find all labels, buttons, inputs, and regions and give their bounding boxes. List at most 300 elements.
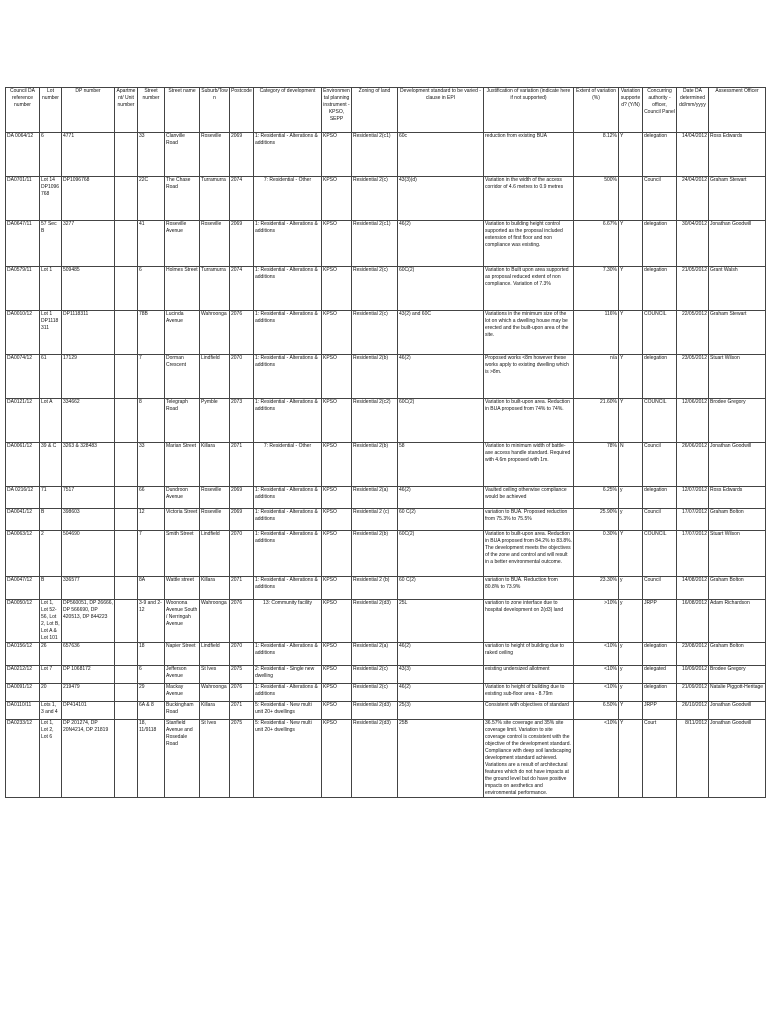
lot-number-cell: 20: [40, 684, 62, 702]
table-row: [6, 643, 766, 666]
unit-number-cell: [115, 311, 138, 355]
column-header: Zoning of land: [352, 88, 398, 133]
officer-cell: Brodee Gregory: [709, 399, 766, 443]
da-reference-cell: DA0061/12: [6, 443, 40, 487]
postcode-cell: 2071: [230, 702, 254, 720]
unit-number-cell: [115, 487, 138, 509]
dp-number-cell: 509485: [62, 267, 115, 311]
date-cell: 30/04/2012: [677, 221, 709, 267]
justification-cell: Variation to building height control supported as the proposal included extension of first floor and non compliance was existing.: [484, 221, 574, 267]
standard-cell: 60C(2): [398, 399, 484, 443]
justification-cell: Variation to built-upon area. Reduction in BUA proposed from 84.2% to 83.8%. The development meets the objectives of the zone and control and will result in a better environmental outcome.: [484, 531, 574, 577]
da-reference-cell: DA0212/12: [6, 666, 40, 684]
da-reference-cell: DA0233/12: [6, 720, 40, 798]
lot-number-cell: 2: [40, 531, 62, 577]
extent-cell: 6.67%: [574, 221, 619, 267]
table-row: [6, 399, 766, 443]
variation-register-sheet: [5, 87, 765, 798]
epi-cell: KPSO: [322, 600, 352, 643]
unit-number-cell: [115, 684, 138, 702]
authority-cell: JRPP: [643, 600, 677, 643]
category-cell: 1: Residential - Alterations & additions: [254, 399, 322, 443]
column-header: DP number: [62, 88, 115, 133]
officer-cell: Graham Bolton: [709, 643, 766, 666]
lot-number-cell: 71: [40, 487, 62, 509]
table-row: [6, 177, 766, 221]
supported-cell: Y: [619, 311, 643, 355]
street-number-cell: 6: [138, 666, 165, 684]
da-reference-cell: DA0063/12: [6, 531, 40, 577]
epi-cell: KPSO: [322, 531, 352, 577]
category-cell: 1: Residential - Alterations & additions: [254, 487, 322, 509]
unit-number-cell: [115, 720, 138, 798]
category-cell: 1: Residential - Alterations & additions: [254, 577, 322, 600]
officer-cell: Jonathan Goodwill: [709, 221, 766, 267]
date-cell: 17/07/2012: [677, 531, 709, 577]
da-reference-cell: DA0647/11: [6, 221, 40, 267]
extent-cell: 116%: [574, 311, 619, 355]
lot-number-cell: B: [40, 509, 62, 531]
zoning-cell: Residential 2(b): [352, 531, 398, 577]
standard-cell: 46(2): [398, 221, 484, 267]
unit-number-cell: [115, 221, 138, 267]
standard-cell: 25L: [398, 600, 484, 643]
extent-cell: 8.12%: [574, 133, 619, 177]
street-name-cell: Dundroon Avenue: [165, 487, 200, 509]
zoning-cell: Residential 2(c2): [352, 399, 398, 443]
suburb-cell: St Ives: [200, 720, 230, 798]
supported-cell: N: [619, 443, 643, 487]
postcode-cell: 2073: [230, 399, 254, 443]
table-row: [6, 577, 766, 600]
authority-cell: JRPP: [643, 702, 677, 720]
suburb-cell: Wahroonga: [200, 600, 230, 643]
standard-cell: 43(3)(d): [398, 177, 484, 221]
epi-cell: KPSO: [322, 221, 352, 267]
justification-cell: existing undersized allotment: [484, 666, 574, 684]
da-reference-cell: DA0047/12: [6, 577, 40, 600]
supported-cell: y: [619, 509, 643, 531]
street-number-cell: 12: [138, 509, 165, 531]
officer-cell: Graham Bolton: [709, 577, 766, 600]
street-name-cell: Stanfield Avenue and Rosedale Road: [165, 720, 200, 798]
lot-number-cell: 57 Sec B: [40, 221, 62, 267]
epi-cell: KPSO: [322, 666, 352, 684]
standard-cell: 25B: [398, 720, 484, 798]
date-cell: 26/06/2012: [677, 443, 709, 487]
officer-cell: Graham Stewart: [709, 311, 766, 355]
standard-cell: 46(2): [398, 487, 484, 509]
category-cell: 5: Residential - New multi unit 20+ dwellings: [254, 720, 322, 798]
da-reference-cell: DA0579/11: [6, 267, 40, 311]
authority-cell: delegation: [643, 684, 677, 702]
street-name-cell: Jefferson Avenue: [165, 666, 200, 684]
justification-cell: variation to height of building due to raked ceiling: [484, 643, 574, 666]
street-name-cell: Napier Street: [165, 643, 200, 666]
suburb-cell: Lindfield: [200, 643, 230, 666]
street-name-cell: Wattle street: [165, 577, 200, 600]
category-cell: 1: Residential - Alterations & additions: [254, 531, 322, 577]
column-header: Apartment/ Unit number: [115, 88, 138, 133]
unit-number-cell: [115, 443, 138, 487]
street-number-cell: 18, 11/9118: [138, 720, 165, 798]
justification-cell: variation to BUA. Reduction from 80.8% to 73.9%: [484, 577, 574, 600]
category-cell: 1: Residential - Alterations & additions: [254, 509, 322, 531]
category-cell: 1: Residential - Alterations & additions: [254, 133, 322, 177]
officer-cell: Grant Walsh: [709, 267, 766, 311]
dp-number-cell: 3263 & 328483: [62, 443, 115, 487]
da-reference-cell: DA0121/12: [6, 399, 40, 443]
table-row: [6, 666, 766, 684]
category-cell: 13: Community facility: [254, 600, 322, 643]
table-row: [6, 487, 766, 509]
postcode-cell: 2070: [230, 643, 254, 666]
postcode-cell: 2074: [230, 177, 254, 221]
dp-number-cell: 657636: [62, 643, 115, 666]
street-number-cell: 8A: [138, 577, 165, 600]
date-cell: 23/05/2012: [677, 355, 709, 399]
justification-cell: variation to BUA. Proposed reduction from 75.3% to 75.5%: [484, 509, 574, 531]
date-cell: 17/07/2012: [677, 509, 709, 531]
zoning-cell: Residential 2(a): [352, 487, 398, 509]
authority-cell: delegation: [643, 267, 677, 311]
date-cell: 21/05/2012: [677, 267, 709, 311]
suburb-cell: Wahroonga: [200, 684, 230, 702]
justification-cell: Variation to built-upon area. Reduction in BUA proposed from 74% to 74%.: [484, 399, 574, 443]
unit-number-cell: [115, 177, 138, 221]
dp-number-cell: DP1118311: [62, 311, 115, 355]
authority-cell: delegated: [643, 666, 677, 684]
extent-cell: 500%: [574, 177, 619, 221]
da-reference-cell: DA0050/12: [6, 600, 40, 643]
street-number-cell: 22C: [138, 177, 165, 221]
supported-cell: Y: [619, 133, 643, 177]
epi-cell: KPSO: [322, 643, 352, 666]
postcode-cell: 2074: [230, 267, 254, 311]
category-cell: 1: Residential - Alterations & additions: [254, 221, 322, 267]
street-name-cell: Lucinda Avenue: [165, 311, 200, 355]
standard-cell: 43(2) and 60C: [398, 311, 484, 355]
extent-cell: 23.30%: [574, 577, 619, 600]
date-cell: 26/10/2012: [677, 702, 709, 720]
epi-cell: KPSO: [322, 399, 352, 443]
dp-number-cell: DP 1068172: [62, 666, 115, 684]
da-reference-cell: DA0010/12: [6, 311, 40, 355]
standard-cell: 60 C(2): [398, 577, 484, 600]
street-name-cell: Roseville Avenue: [165, 221, 200, 267]
epi-cell: KPSO: [322, 177, 352, 221]
authority-cell: delegation: [643, 487, 677, 509]
epi-cell: KPSO: [322, 355, 352, 399]
standard-cell: 60C(2): [398, 267, 484, 311]
supported-cell: Y: [619, 720, 643, 798]
dp-number-cell: 219479: [62, 684, 115, 702]
epi-cell: KPSO: [322, 577, 352, 600]
table-row: [6, 684, 766, 702]
table-row: [6, 720, 766, 798]
date-cell: 14/04/2012: [677, 133, 709, 177]
postcode-cell: 2071: [230, 577, 254, 600]
extent-cell: 25.90%: [574, 509, 619, 531]
table-row: [6, 355, 766, 399]
zoning-cell: Residential 2(b): [352, 443, 398, 487]
authority-cell: Council: [643, 177, 677, 221]
extent-cell: 0.30%: [574, 531, 619, 577]
epi-cell: KPSO: [322, 267, 352, 311]
suburb-cell: Roseville: [200, 133, 230, 177]
extent-cell: 6.50%: [574, 702, 619, 720]
date-cell: 8/11/2012: [677, 720, 709, 798]
column-header: Date DA determined dd/mm/yyyy: [677, 88, 709, 133]
zoning-cell: Residential 2(c): [352, 177, 398, 221]
unit-number-cell: [115, 531, 138, 577]
table-row: [6, 133, 766, 177]
suburb-cell: Roseville: [200, 221, 230, 267]
street-number-cell: 6: [138, 267, 165, 311]
supported-cell: Y: [619, 531, 643, 577]
suburb-cell: Killara: [200, 443, 230, 487]
street-name-cell: The Chase Road: [165, 177, 200, 221]
zoning-cell: Residential 2 (b): [352, 577, 398, 600]
dp-number-cell: DP 201274, DP 20N4214, DP 21819: [62, 720, 115, 798]
street-name-cell: Buckingham Road: [165, 702, 200, 720]
authority-cell: COUNCIL: [643, 531, 677, 577]
column-header: Council DA reference number: [6, 88, 40, 133]
extent-cell: <10%: [574, 643, 619, 666]
street-number-cell: 3-9 and 2-12: [138, 600, 165, 643]
table-row: [6, 509, 766, 531]
officer-cell: Ross Edwards: [709, 133, 766, 177]
street-number-cell: 7: [138, 531, 165, 577]
lot-number-cell: Lot 1, Lot 2, Lot 6: [40, 720, 62, 798]
epi-cell: KPSO: [322, 133, 352, 177]
lot-number-cell: Lot 1, Lot 52-56, Lot 2, Lot B, Lot A & Lot 101: [41, 600, 60, 641]
column-header: Street number: [138, 88, 165, 133]
zoning-cell: Residential 2(d3): [352, 702, 398, 720]
epi-cell: KPSO: [322, 443, 352, 487]
table-row: [6, 311, 766, 355]
street-number-cell: 33: [138, 133, 165, 177]
officer-cell: Stuart Wilson: [709, 531, 766, 577]
column-header: Suburb/Town: [200, 88, 230, 133]
da-reference-cell: DA0074/12: [6, 355, 40, 399]
zoning-cell: Residential 2(c1): [352, 133, 398, 177]
authority-cell: Council: [643, 577, 677, 600]
street-number-cell: 78B: [138, 311, 165, 355]
category-cell: 1: Residential - Alterations & additions: [254, 311, 322, 355]
standard-cell: 46(2): [398, 684, 484, 702]
postcode-cell: 2075: [230, 720, 254, 798]
unit-number-cell: [115, 702, 138, 720]
lot-number-cell: Lot A: [40, 399, 62, 443]
da-reference-cell: DA 0064/12: [6, 133, 40, 177]
supported-cell: Y: [619, 267, 643, 311]
date-cell: 10/09/2012: [677, 666, 709, 684]
suburb-cell: Pymble: [200, 399, 230, 443]
standard-cell: 46(2): [398, 643, 484, 666]
postcode-cell: 2069: [230, 487, 254, 509]
extent-cell: 78%: [574, 443, 619, 487]
date-cell: 12/07/2012: [677, 487, 709, 509]
category-cell: 5: Residential - New multi unit 20+ dwellings: [254, 702, 322, 720]
zoning-cell: Residential 2(a): [352, 643, 398, 666]
officer-cell: Graham Bolton: [709, 509, 766, 531]
category-cell: 2: Residential - Single new dwelling: [254, 666, 322, 684]
street-name-cell: Smith Street: [165, 531, 200, 577]
justification-cell: Variation in the width of the access corridor of 4.6 metres to 0.9 metres: [484, 177, 574, 221]
dp-number-cell: DP1096768: [62, 177, 115, 221]
postcode-cell: 2070: [230, 531, 254, 577]
postcode-cell: 2075: [230, 666, 254, 684]
column-header: Development standard to be varied - clause in EPI: [398, 88, 484, 133]
category-cell: 7: Residential - Other: [254, 443, 322, 487]
extent-cell: <10%: [574, 720, 619, 798]
justification-cell: Proposed works <8m however these works apply to existing dwelling which is >8m.: [484, 355, 574, 399]
authority-cell: delegation: [643, 133, 677, 177]
table-row: [6, 443, 766, 487]
table-body: [6, 133, 766, 798]
da-reference-cell: DA0156/12: [6, 643, 40, 666]
justification-cell: 36.57% site coverage and 35% site coverage limit. Variation to site coverage control is consistent with the objective of the development standard. Compliance with deep soil landscaping development standard achieved. Variations are a result of architectural features which do not have impacts at the ground level but do have positive impacts on aesthetics and environmental performance.: [484, 720, 574, 798]
street-name-cell: Clanville Road: [165, 133, 200, 177]
standard-cell: 46(2): [398, 355, 484, 399]
unit-number-cell: [115, 643, 138, 666]
date-cell: 22/05/2012: [677, 311, 709, 355]
zoning-cell: Residential 2(d3): [352, 720, 398, 798]
authority-cell: delegation: [643, 355, 677, 399]
dp-number-cell: 7517: [62, 487, 115, 509]
column-header: Environmental planning instrument - KPSO, SEPP: [322, 88, 352, 133]
supported-cell: y: [619, 600, 643, 643]
date-cell: 14/08/2012: [677, 577, 709, 600]
zoning-cell: Residential 2(c): [352, 267, 398, 311]
officer-cell: Stuart Wilson: [709, 355, 766, 399]
authority-cell: Council: [643, 509, 677, 531]
da-reference-cell: DA0110/11: [6, 702, 40, 720]
column-header: Lot number: [40, 88, 62, 133]
epi-cell: KPSO: [322, 702, 352, 720]
street-number-cell: 6A & 8: [138, 702, 165, 720]
extent-cell: 7.30%: [574, 267, 619, 311]
extent-cell: <10%: [574, 666, 619, 684]
street-number-cell: 7: [138, 355, 165, 399]
date-cell: 16/08/2012: [677, 600, 709, 643]
officer-cell: Brodee Gregory: [709, 666, 766, 684]
officer-cell: Ross Edwards: [709, 487, 766, 509]
epi-cell: KPSO: [322, 311, 352, 355]
da-reference-cell: DA 0216/12: [6, 487, 40, 509]
zoning-cell: Residential 2(c1): [352, 221, 398, 267]
street-name-cell: Holmes Street: [165, 267, 200, 311]
category-cell: 1: Residential - Alterations & additions: [254, 355, 322, 399]
standard-cell: 60c: [398, 133, 484, 177]
unit-number-cell: [115, 133, 138, 177]
date-cell: 24/04/2012: [677, 177, 709, 221]
extent-cell: <10%: [574, 684, 619, 702]
da-reference-cell: DA0701/11: [6, 177, 40, 221]
authority-cell: Court: [643, 720, 677, 798]
postcode-cell: 2076: [230, 311, 254, 355]
street-name-cell: Victoria Street: [165, 509, 200, 531]
supported-cell: [619, 177, 643, 221]
date-cell: 23/08/2012: [677, 643, 709, 666]
street-number-cell: 33: [138, 443, 165, 487]
epi-cell: KPSO: [322, 487, 352, 509]
lot-number-cell: Lots 1, 3 and 4: [40, 702, 62, 720]
suburb-cell: Killara: [200, 702, 230, 720]
officer-cell: Adam Richardson: [709, 600, 766, 643]
variation-register-table: [5, 87, 766, 798]
supported-cell: y: [619, 487, 643, 509]
authority-cell: delegation: [643, 643, 677, 666]
unit-number-cell: [115, 577, 138, 600]
lot-number-cell: 39 & C: [40, 443, 62, 487]
street-name-cell: Woonona Avenue South / Nerringah Avenue: [165, 600, 200, 643]
table-row: [6, 267, 766, 311]
street-number-cell: 41: [138, 221, 165, 267]
supported-cell: y: [619, 684, 643, 702]
zoning-cell: Residential 2(c): [352, 666, 398, 684]
suburb-cell: Roseville: [200, 487, 230, 509]
suburb-cell: Turramurra: [200, 177, 230, 221]
dp-number-cell: 334662: [62, 399, 115, 443]
lot-number-cell: B: [40, 577, 62, 600]
supported-cell: y: [619, 643, 643, 666]
zoning-cell: Residential 2(c): [352, 311, 398, 355]
suburb-cell: Turramurra: [200, 267, 230, 311]
category-cell: 1: Residential - Alterations & additions: [254, 643, 322, 666]
table-row: [6, 221, 766, 267]
suburb-cell: Roseville: [200, 509, 230, 531]
street-name-cell: Mackay Avenue: [165, 684, 200, 702]
lot-number-cell: 61: [40, 355, 62, 399]
postcode-cell: 2076: [230, 684, 254, 702]
unit-number-cell: [115, 666, 138, 684]
street-name-cell: Telegraph Road: [165, 399, 200, 443]
zoning-cell: Residential 2(d3): [352, 600, 398, 643]
dp-number-cell: 4771: [62, 133, 115, 177]
supported-cell: y: [619, 577, 643, 600]
justification-cell: Vaulted ceiling otherwise compliance would be achieved: [484, 487, 574, 509]
zoning-cell: Residential 2(b): [352, 355, 398, 399]
da-reference-cell: DA0091/12: [6, 684, 40, 702]
officer-cell: Jonathan Goodwill: [709, 443, 766, 487]
authority-cell: COUNCIL: [643, 311, 677, 355]
extent-cell: >10%: [574, 600, 619, 643]
dp-number-cell: 17129: [62, 355, 115, 399]
justification-cell: variation to zone interface due to hospital development on 2(d3) land: [484, 600, 574, 643]
justification-cell: Variation to height of building due to existing sub-floor area - 8.79m: [484, 684, 574, 702]
street-number-cell: 8: [138, 399, 165, 443]
postcode-cell: 2070: [230, 355, 254, 399]
street-name-cell: Marian Street: [165, 443, 200, 487]
epi-cell: KPSO: [322, 509, 352, 531]
dp-number-cell: DP560051, DP 26666, DP 566690, DP 420513, DP 844223: [62, 600, 115, 643]
zoning-cell: Residential 2 (c): [352, 509, 398, 531]
extent-cell: 6.25%: [574, 487, 619, 509]
dp-number-cell: DP414101: [62, 702, 115, 720]
standard-cell: 60 C(2): [398, 509, 484, 531]
date-cell: 21/09/2012: [677, 684, 709, 702]
supported-cell: Y: [619, 702, 643, 720]
column-header: Variation supported? (Y/N): [619, 88, 643, 133]
epi-cell: KPSO: [322, 684, 352, 702]
street-number-cell: 66: [138, 487, 165, 509]
column-header: Street name: [165, 88, 200, 133]
supported-cell: y: [619, 666, 643, 684]
postcode-cell: 2071: [230, 443, 254, 487]
table-row: [6, 600, 766, 643]
